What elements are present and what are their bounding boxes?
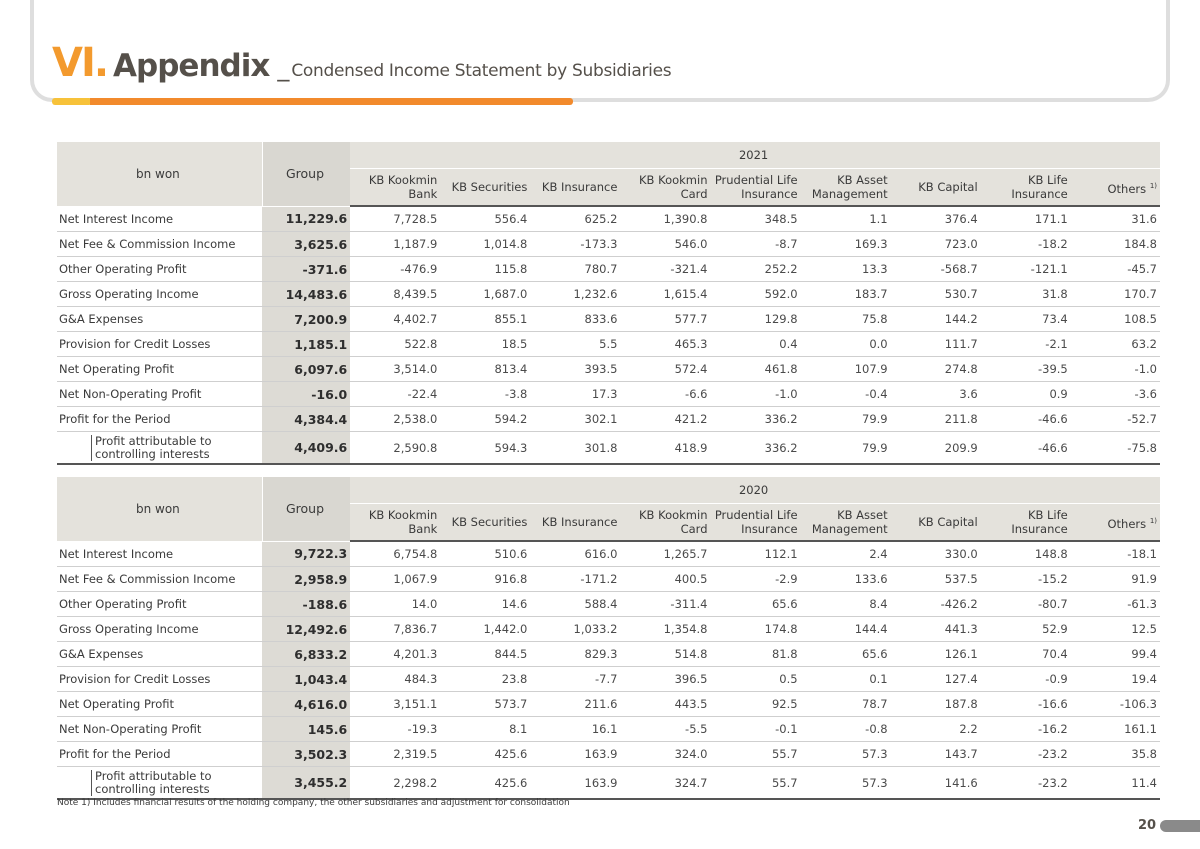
subsidiary-value: -5.5 — [620, 717, 710, 742]
subsidiary-value: -106.3 — [1071, 692, 1160, 717]
table-row — [57, 592, 1160, 617]
subsidiary-value: 16.1 — [530, 717, 620, 742]
subsidiary-value: -46.6 — [981, 407, 1071, 432]
subsidiary-value: 556.4 — [440, 206, 530, 232]
subsidiary-header — [1071, 504, 1160, 542]
subsidiary-value: 112.1 — [711, 541, 801, 567]
subsidiary-value: -8.7 — [711, 232, 801, 257]
subsidiary-header-label: KB Capital — [918, 180, 978, 194]
subsidiary-value: 7,728.5 — [350, 206, 440, 232]
subsidiary-value: 855.1 — [440, 307, 530, 332]
subsidiary-value: 572.4 — [620, 357, 710, 382]
subsidiary-value: 573.7 — [440, 692, 530, 717]
subsidiary-value: 73.4 — [981, 307, 1071, 332]
subsidiary-header — [440, 504, 530, 542]
subsidiary-value: 4,201.3 — [350, 642, 440, 667]
row-label — [57, 767, 262, 800]
table-row — [57, 692, 1160, 717]
group-value: 2,958.9 — [262, 567, 350, 592]
group-value: 4,409.6 — [262, 432, 350, 465]
row-label: Profit for the Period — [57, 742, 262, 767]
group-value: 9,722.3 — [262, 541, 350, 567]
subsidiary-value: 301.8 — [530, 432, 620, 465]
row-label: Net Non-Operating Profit — [57, 382, 262, 407]
row-label: Other Operating Profit — [57, 592, 262, 617]
others-note-marker: 1) — [1149, 516, 1157, 525]
subsidiary-value: 833.6 — [530, 307, 620, 332]
row-label: Profit for the Period — [57, 407, 262, 432]
subsidiary-value: -0.9 — [981, 667, 1071, 692]
subsidiary-value: -19.3 — [350, 717, 440, 742]
subsidiary-value: 592.0 — [711, 282, 801, 307]
table-row — [57, 767, 1160, 800]
subsidiary-value: 588.4 — [530, 592, 620, 617]
subsidiary-value: 461.8 — [711, 357, 801, 382]
unit-header: bn won — [57, 142, 262, 206]
section-title: Appendix — [113, 48, 270, 84]
subsidiary-value: 546.0 — [620, 232, 710, 257]
subsidiary-value: 0.5 — [711, 667, 801, 692]
row-label: Provision for Credit Losses — [57, 332, 262, 357]
subsidiary-header-label: Others — [1107, 181, 1147, 196]
subsidiary-value: 23.8 — [440, 667, 530, 692]
subsidiary-value: 115.8 — [440, 257, 530, 282]
table-row — [57, 257, 1160, 282]
subsidiary-value: 0.1 — [801, 667, 891, 692]
title-underline-orange — [90, 98, 573, 105]
subsidiary-value: 99.4 — [1071, 642, 1160, 667]
group-value: 11,229.6 — [262, 206, 350, 232]
subsidiary-value: 0.4 — [711, 332, 801, 357]
subsidiary-value: 514.8 — [620, 642, 710, 667]
subsidiary-value: 5.5 — [530, 332, 620, 357]
row-label: Net Fee & Commission Income — [57, 567, 262, 592]
subsidiary-value: 55.7 — [711, 767, 801, 800]
subsidiary-value: -18.2 — [981, 232, 1071, 257]
subsidiary-value: 348.5 — [711, 206, 801, 232]
title-separator: _ — [277, 54, 290, 82]
subsidiary-value: 174.8 — [711, 617, 801, 642]
subsidiary-value: 129.8 — [711, 307, 801, 332]
group-value: 6,097.6 — [262, 357, 350, 382]
subsidiary-value: 14.0 — [350, 592, 440, 617]
subsidiary-value: 252.2 — [711, 257, 801, 282]
subsidiary-value: 465.3 — [620, 332, 710, 357]
subsidiary-value: 211.6 — [530, 692, 620, 717]
subsidiary-value: -121.1 — [981, 257, 1071, 282]
subsidiary-header-label: KB Life Insurance — [1011, 173, 1068, 201]
subsidiary-header — [530, 169, 620, 207]
subsidiary-header-label: KB Life Insurance — [1011, 508, 1068, 536]
subsidiary-value: -45.7 — [1071, 257, 1160, 282]
subsidiary-value: -568.7 — [891, 257, 981, 282]
subsidiary-value: -426.2 — [891, 592, 981, 617]
subsidiary-value: 274.8 — [891, 357, 981, 382]
subsidiary-value: 1,615.4 — [620, 282, 710, 307]
group-value: 4,616.0 — [262, 692, 350, 717]
subsidiary-value: 65.6 — [711, 592, 801, 617]
subsidiary-header-label: Prudential Life Insurance — [714, 508, 798, 536]
subsidiary-value: 19.4 — [1071, 667, 1160, 692]
subsidiary-header — [530, 504, 620, 542]
subsidiary-header — [1071, 169, 1160, 207]
table-row — [57, 206, 1160, 232]
subsidiary-value: 184.8 — [1071, 232, 1160, 257]
subsidiary-header — [350, 504, 440, 542]
subsidiary-value: 336.2 — [711, 432, 801, 465]
subsidiary-value: 537.5 — [891, 567, 981, 592]
footnote: Note 1) Includes financial results of the holding company, the other subsidiaries and adjustment for consolidation — [57, 798, 570, 808]
group-value: -16.0 — [262, 382, 350, 407]
subsidiary-header — [981, 169, 1071, 207]
row-label: Gross Operating Income — [57, 617, 262, 642]
row-label-text: Profit attributable to controlling interests — [91, 770, 259, 796]
subsidiary-header-label: KB Kookmin Card — [639, 508, 708, 536]
table-row — [57, 432, 1160, 465]
subsidiary-value: 2,298.2 — [350, 767, 440, 800]
subsidiary-value: -2.1 — [981, 332, 1071, 357]
subsidiary-header-label: KB Securities — [451, 180, 528, 194]
subsidiary-value: 1.1 — [801, 206, 891, 232]
group-value: 12,492.6 — [262, 617, 350, 642]
group-header: Group — [262, 142, 350, 206]
subsidiary-value: 441.3 — [891, 617, 981, 642]
table-row — [57, 717, 1160, 742]
subsidiary-value: 209.9 — [891, 432, 981, 465]
subsidiary-value: -0.8 — [801, 717, 891, 742]
subsidiary-value: 2,590.8 — [350, 432, 440, 465]
subsidiary-value: -0.1 — [711, 717, 801, 742]
row-label-text: Profit attributable to controlling interests — [91, 435, 259, 461]
subsidiary-header — [801, 169, 891, 207]
subsidiary-value: 35.8 — [1071, 742, 1160, 767]
subsidiary-header — [801, 504, 891, 542]
subsidiary-value: 141.6 — [891, 767, 981, 800]
income-statement-table-2020 — [57, 477, 1160, 800]
subsidiary-value: 52.9 — [981, 617, 1071, 642]
subsidiary-value: 330.0 — [891, 541, 981, 567]
subsidiary-value: 2.2 — [891, 717, 981, 742]
subsidiary-value: 187.8 — [891, 692, 981, 717]
subsidiary-value: 3,514.0 — [350, 357, 440, 382]
subsidiary-value: 302.1 — [530, 407, 620, 432]
unit-header: bn won — [57, 477, 262, 541]
subsidiary-value: -46.6 — [981, 432, 1071, 465]
subsidiary-value: 79.9 — [801, 407, 891, 432]
subsidiary-value: 324.7 — [620, 767, 710, 800]
subsidiary-value: 1,232.6 — [530, 282, 620, 307]
subsidiary-value: 211.8 — [891, 407, 981, 432]
income-statement-table-2021 — [57, 142, 1160, 465]
subsidiary-value: -23.2 — [981, 742, 1071, 767]
row-label: G&A Expenses — [57, 307, 262, 332]
subsidiary-value: -16.6 — [981, 692, 1071, 717]
subsidiary-value: 400.5 — [620, 567, 710, 592]
row-label: Net Interest Income — [57, 206, 262, 232]
row-label: Net Operating Profit — [57, 692, 262, 717]
subsidiary-value: 163.9 — [530, 767, 620, 800]
title-underline-yellow — [52, 98, 92, 105]
table-row — [57, 617, 1160, 642]
group-value: 3,502.3 — [262, 742, 350, 767]
subsidiary-value: 510.6 — [440, 541, 530, 567]
subsidiary-value: 1,033.2 — [530, 617, 620, 642]
group-value: 145.6 — [262, 717, 350, 742]
subsidiary-value: 133.6 — [801, 567, 891, 592]
subsidiary-header-label: KB Asset Management — [811, 508, 888, 536]
subsidiary-header-label: KB Kookmin Card — [639, 173, 708, 201]
page-number: 20 — [1138, 818, 1157, 833]
subsidiary-value: 829.3 — [530, 642, 620, 667]
subsidiary-value: -75.8 — [1071, 432, 1160, 465]
subsidiary-value: 79.9 — [801, 432, 891, 465]
group-value: 1,185.1 — [262, 332, 350, 357]
subsidiary-value: 65.6 — [801, 642, 891, 667]
subsidiary-value: -61.3 — [1071, 592, 1160, 617]
subsidiary-value: 144.4 — [801, 617, 891, 642]
subsidiary-value: -23.2 — [981, 767, 1071, 800]
subsidiary-value: -52.7 — [1071, 407, 1160, 432]
table-row — [57, 407, 1160, 432]
table-row — [57, 382, 1160, 407]
subsidiary-value: -0.4 — [801, 382, 891, 407]
subsidiary-header — [350, 169, 440, 207]
subsidiary-value: -18.1 — [1071, 541, 1160, 567]
row-label: Net Non-Operating Profit — [57, 717, 262, 742]
subsidiary-header — [981, 504, 1071, 542]
subsidiary-header-label: Prudential Life Insurance — [714, 173, 798, 201]
subsidiary-value: 14.6 — [440, 592, 530, 617]
subsidiary-value: 8,439.5 — [350, 282, 440, 307]
subsidiary-value: 723.0 — [891, 232, 981, 257]
subsidiary-value: 813.4 — [440, 357, 530, 382]
subsidiary-value: 171.1 — [981, 206, 1071, 232]
subsidiary-value: 91.9 — [1071, 567, 1160, 592]
subsidiary-value: -15.2 — [981, 567, 1071, 592]
subsidiary-value: 1,442.0 — [440, 617, 530, 642]
subsidiary-header-label: KB Asset Management — [811, 173, 888, 201]
row-label: Net Fee & Commission Income — [57, 232, 262, 257]
subsidiary-value: 1,265.7 — [620, 541, 710, 567]
year-header: 2021 — [350, 142, 1160, 169]
subsidiary-value: 0.0 — [801, 332, 891, 357]
page-title — [52, 40, 671, 90]
subsidiary-value: 522.8 — [350, 332, 440, 357]
row-label: Net Operating Profit — [57, 357, 262, 382]
subsidiary-value: 484.3 — [350, 667, 440, 692]
table-row — [57, 307, 1160, 332]
subsidiary-value: -3.6 — [1071, 382, 1160, 407]
group-value: -188.6 — [262, 592, 350, 617]
table-row — [57, 567, 1160, 592]
table-row — [57, 282, 1160, 307]
subsidiary-header-label: KB Capital — [918, 515, 978, 529]
subsidiary-value: 1,187.9 — [350, 232, 440, 257]
page-tab-marker — [1160, 820, 1200, 832]
row-label: Gross Operating Income — [57, 282, 262, 307]
table-row — [57, 332, 1160, 357]
subsidiary-value: -6.6 — [620, 382, 710, 407]
subsidiary-header-label: KB Kookmin Bank — [368, 508, 438, 536]
table-row — [57, 357, 1160, 382]
subsidiary-header-label: KB Insurance — [541, 180, 618, 194]
subsidiary-value: -3.8 — [440, 382, 530, 407]
subsidiary-value: -39.5 — [981, 357, 1071, 382]
subsidiary-value: -2.9 — [711, 567, 801, 592]
subsidiary-value: 425.6 — [440, 742, 530, 767]
subsidiary-header — [891, 169, 981, 207]
group-header: Group — [262, 477, 350, 541]
subsidiary-value: -476.9 — [350, 257, 440, 282]
subsidiary-value: -7.7 — [530, 667, 620, 692]
subsidiary-value: 1,067.9 — [350, 567, 440, 592]
table-row — [57, 742, 1160, 767]
subsidiary-value: 1,390.8 — [620, 206, 710, 232]
subsidiary-value: 594.3 — [440, 432, 530, 465]
subsidiary-value: -321.4 — [620, 257, 710, 282]
subsidiary-value: -1.0 — [1071, 357, 1160, 382]
subsidiary-header — [711, 169, 801, 207]
subsidiary-value: -173.3 — [530, 232, 620, 257]
subsidiary-value: 1,014.8 — [440, 232, 530, 257]
subsidiary-value: 11.4 — [1071, 767, 1160, 800]
subsidiary-value: 443.5 — [620, 692, 710, 717]
subsidiary-value: 324.0 — [620, 742, 710, 767]
group-value: 6,833.2 — [262, 642, 350, 667]
row-label: Net Interest Income — [57, 541, 262, 567]
subsidiary-value: 594.2 — [440, 407, 530, 432]
subsidiary-value: 81.8 — [711, 642, 801, 667]
subsidiary-value: 92.5 — [711, 692, 801, 717]
subsidiary-value: 78.7 — [801, 692, 891, 717]
subsidiary-value: 1,687.0 — [440, 282, 530, 307]
subsidiary-value: 169.3 — [801, 232, 891, 257]
subsidiary-value: 7,836.7 — [350, 617, 440, 642]
subsidiary-value: 616.0 — [530, 541, 620, 567]
subsidiary-value: 4,402.7 — [350, 307, 440, 332]
subsidiary-header — [620, 504, 710, 542]
subsidiary-value: 418.9 — [620, 432, 710, 465]
subsidiary-header-label: KB Insurance — [541, 515, 618, 529]
subsidiary-value: -1.0 — [711, 382, 801, 407]
subsidiary-value: 916.8 — [440, 567, 530, 592]
group-value: 3,455.2 — [262, 767, 350, 800]
subsidiary-value: 2,538.0 — [350, 407, 440, 432]
subsidiary-value: 148.8 — [981, 541, 1071, 567]
subsidiary-value: -22.4 — [350, 382, 440, 407]
table-row — [57, 541, 1160, 567]
subsidiary-value: 530.7 — [891, 282, 981, 307]
subsidiary-value: 625.2 — [530, 206, 620, 232]
group-value: 7,200.9 — [262, 307, 350, 332]
subsidiary-header-label: Others — [1107, 516, 1147, 531]
subsidiary-value: 161.1 — [1071, 717, 1160, 742]
subsidiary-value: 396.5 — [620, 667, 710, 692]
subsidiary-value: 3,151.1 — [350, 692, 440, 717]
section-number: VI. — [52, 40, 108, 86]
subsidiary-header — [440, 169, 530, 207]
subsidiary-value: 844.5 — [440, 642, 530, 667]
subsidiary-header — [891, 504, 981, 542]
others-note-marker: 1) — [1149, 181, 1157, 190]
subsidiary-value: 170.7 — [1071, 282, 1160, 307]
group-value: 3,625.6 — [262, 232, 350, 257]
subsidiary-value: 577.7 — [620, 307, 710, 332]
subsidiary-value: 8.4 — [801, 592, 891, 617]
row-label: Other Operating Profit — [57, 257, 262, 282]
subsidiary-value: 13.3 — [801, 257, 891, 282]
table-row — [57, 232, 1160, 257]
table-row — [57, 667, 1160, 692]
subsidiary-value: -80.7 — [981, 592, 1071, 617]
subsidiary-header-label: KB Kookmin Bank — [368, 173, 438, 201]
subsidiary-value: 108.5 — [1071, 307, 1160, 332]
subsidiary-value: 163.9 — [530, 742, 620, 767]
subsidiary-value: -311.4 — [620, 592, 710, 617]
subsidiary-value: 75.8 — [801, 307, 891, 332]
subsidiary-value: 144.2 — [891, 307, 981, 332]
row-label — [57, 432, 262, 465]
subsidiary-value: 1,354.8 — [620, 617, 710, 642]
row-label: Provision for Credit Losses — [57, 667, 262, 692]
subsidiary-header-label: KB Securities — [451, 515, 528, 529]
subsidiary-value: 57.3 — [801, 767, 891, 800]
subsidiary-value: 18.5 — [440, 332, 530, 357]
subsidiary-value: 126.1 — [891, 642, 981, 667]
subsidiary-value: 183.7 — [801, 282, 891, 307]
subsidiary-value: 57.3 — [801, 742, 891, 767]
subsidiary-value: 111.7 — [891, 332, 981, 357]
group-value: 1,043.4 — [262, 667, 350, 692]
group-value: 4,384.4 — [262, 407, 350, 432]
subsidiary-value: 2,319.5 — [350, 742, 440, 767]
subsidiary-value: 107.9 — [801, 357, 891, 382]
subsidiary-value: 376.4 — [891, 206, 981, 232]
group-value: 14,483.6 — [262, 282, 350, 307]
table-row — [57, 642, 1160, 667]
group-value: -371.6 — [262, 257, 350, 282]
subsidiary-value: 6,754.8 — [350, 541, 440, 567]
subsidiary-value: 421.2 — [620, 407, 710, 432]
section-subtitle: Condensed Income Statement by Subsidiaries — [291, 61, 672, 81]
subsidiary-value: 8.1 — [440, 717, 530, 742]
subsidiary-value: 2.4 — [801, 541, 891, 567]
row-label: G&A Expenses — [57, 642, 262, 667]
subsidiary-value: 55.7 — [711, 742, 801, 767]
year-header: 2020 — [350, 477, 1160, 504]
subsidiary-value: 127.4 — [891, 667, 981, 692]
subsidiary-value: 425.6 — [440, 767, 530, 800]
subsidiary-value: 0.9 — [981, 382, 1071, 407]
subsidiary-value: 12.5 — [1071, 617, 1160, 642]
subsidiary-value: 70.4 — [981, 642, 1071, 667]
subsidiary-value: -16.2 — [981, 717, 1071, 742]
subsidiary-value: 393.5 — [530, 357, 620, 382]
subsidiary-value: 31.6 — [1071, 206, 1160, 232]
subsidiary-header — [711, 504, 801, 542]
subsidiary-value: 31.8 — [981, 282, 1071, 307]
subsidiary-value: 780.7 — [530, 257, 620, 282]
subsidiary-value: -171.2 — [530, 567, 620, 592]
subsidiary-header — [620, 169, 710, 207]
subsidiary-value: 63.2 — [1071, 332, 1160, 357]
subsidiary-value: 143.7 — [891, 742, 981, 767]
subsidiary-value: 336.2 — [711, 407, 801, 432]
subsidiary-value: 17.3 — [530, 382, 620, 407]
subsidiary-value: 3.6 — [891, 382, 981, 407]
